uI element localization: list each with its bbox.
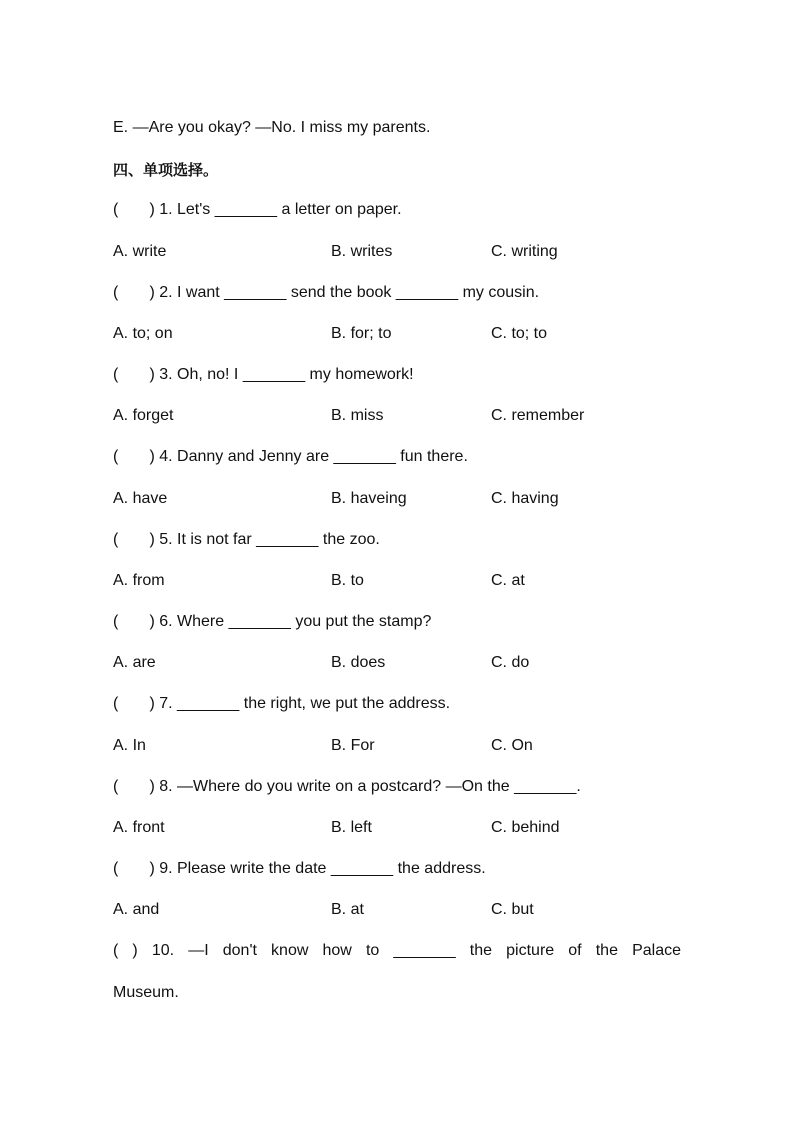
question-stem-7: ( ) 7. _______ the right, we put the address.: [113, 695, 451, 712]
option-c: C. On: [491, 737, 533, 754]
question-stem-8: ( ) 8. —Where do you write on a postcard? —On the _______.: [113, 778, 581, 795]
question-stem-10-continued: Museum.: [113, 984, 179, 1001]
option-a: A. and: [113, 901, 160, 918]
option-c: C. but: [491, 901, 534, 918]
section-title: 四、单项选择。: [113, 161, 219, 179]
question-stem-10: ( ) 10. —I don't know how to _______ the picture of the Palace: [113, 942, 681, 959]
option-b: B. writes: [331, 243, 393, 260]
question-stem-4: ( ) 4. Danny and Jenny are _______ fun there.: [113, 448, 468, 465]
option-a: A. from: [113, 572, 165, 589]
option-c: C. to; to: [491, 325, 548, 342]
option-c: C. behind: [491, 819, 560, 836]
question-stem-1: ( ) 1. Let's _______ a letter on paper.: [113, 201, 402, 218]
option-a: A. In: [113, 737, 146, 754]
question-stem-5: ( ) 5. It is not far _______ the zoo.: [113, 531, 380, 548]
option-b: B. For: [331, 737, 375, 754]
option-c: C. at: [491, 572, 525, 589]
option-a: A. to; on: [113, 325, 173, 342]
question-stem-2: ( ) 2. I want _______ send the book _______ my cousin.: [113, 284, 540, 301]
option-a: A. have: [113, 490, 168, 507]
option-a: A. are: [113, 654, 156, 671]
option-c: C. remember: [491, 407, 585, 424]
intro-line: E. —Are you okay? —No. I miss my parents.: [113, 119, 431, 136]
question-stem-6: ( ) 6. Where _______ you put the stamp?: [113, 613, 432, 630]
option-b: B. haveing: [331, 490, 407, 507]
option-c: C. do: [491, 654, 530, 671]
question-stem-3: ( ) 3. Oh, no! I _______ my homework!: [113, 366, 414, 383]
option-b: B. at: [331, 901, 364, 918]
option-a: A. front: [113, 819, 165, 836]
option-c: C. having: [491, 490, 559, 507]
option-b: B. left: [331, 819, 372, 836]
option-a: A. write: [113, 243, 167, 260]
question-stem-9: ( ) 9. Please write the date _______ the address.: [113, 860, 486, 877]
option-b: B. miss: [331, 407, 384, 424]
option-c: C. writing: [491, 243, 558, 260]
option-a: A. forget: [113, 407, 174, 424]
option-b: B. for; to: [331, 325, 392, 342]
option-b: B. to: [331, 572, 364, 589]
option-b: B. does: [331, 654, 386, 671]
